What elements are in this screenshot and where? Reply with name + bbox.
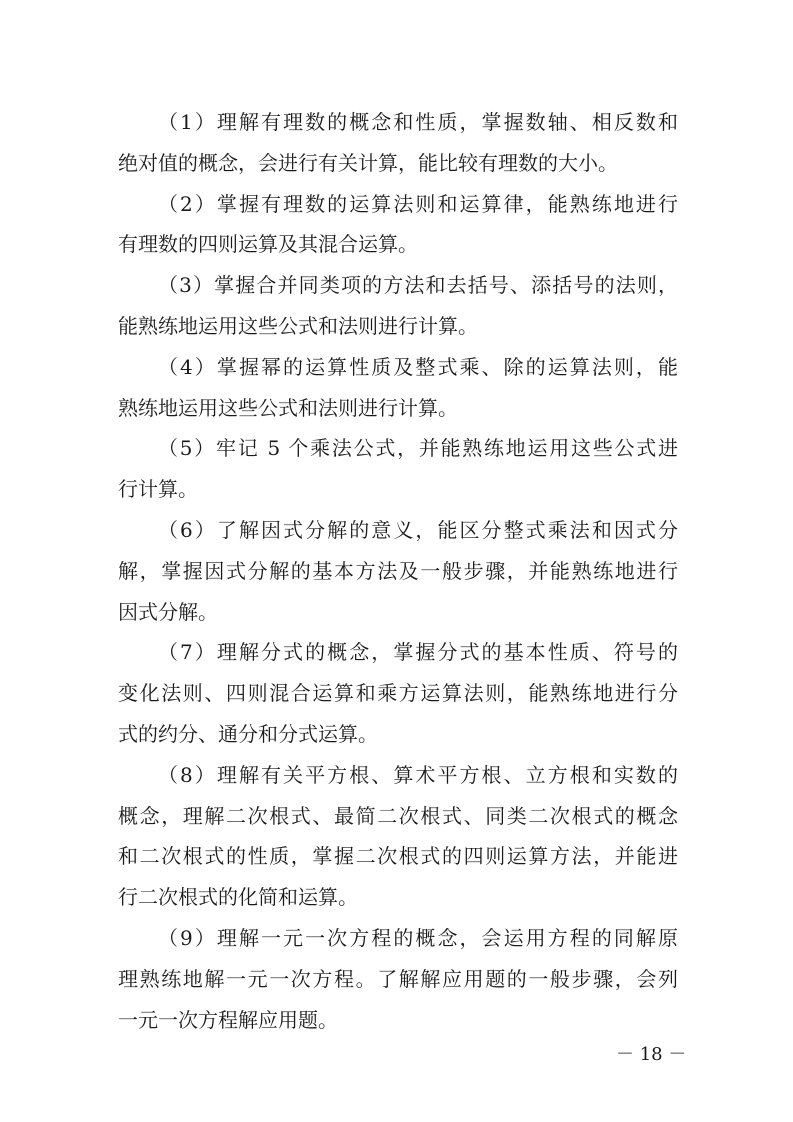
paragraph-line: 式的约分、通分和分式运算。 bbox=[118, 721, 378, 746]
paragraph bbox=[118, 755, 678, 918]
paragraph-line: 理熟练地解一元一次方程。了解解应用题的一般步骤，会列 bbox=[118, 966, 678, 991]
paragraph-line: （4）掌握幂的运算性质及整式乘、除的运算法则，能 bbox=[158, 354, 678, 379]
paragraph-line: 因式分解。 bbox=[118, 599, 218, 624]
paragraph-line: 概念，理解二次根式、最简二次根式、同类二次根式的概念 bbox=[118, 803, 678, 828]
paragraph bbox=[118, 510, 678, 632]
paragraph bbox=[118, 265, 678, 347]
paragraph-line: 能熟练地运用这些公式和法则进行计算。 bbox=[118, 313, 478, 338]
paragraph-line: 和二次根式的性质，掌握二次根式的四则运算方法，并能进 bbox=[118, 844, 678, 869]
paragraph bbox=[118, 184, 678, 266]
paragraph-line: 一元一次方程解应用题。 bbox=[118, 1007, 338, 1032]
body-text bbox=[118, 102, 678, 1040]
paragraph-line: （2）掌握有理数的运算法则和运算律，能熟练地进行 bbox=[158, 191, 678, 216]
paragraph-line: 行计算。 bbox=[118, 477, 198, 502]
page-number: － 18 － bbox=[616, 1044, 687, 1065]
paragraph-line: 变化法则、四则混合运算和乘方运算法则，能熟练地进行分 bbox=[118, 681, 678, 706]
paragraph-line: （8）理解有关平方根、算术平方根、立方根和实数的 bbox=[158, 762, 678, 787]
paragraph-line: （3）掌握合并同类项的方法和去括号、添括号的法则， bbox=[158, 273, 678, 298]
paragraph-line: 绝对值的概念，会进行有关计算，能比较有理数的大小。 bbox=[118, 150, 618, 175]
paragraph-line: （9）理解一元一次方程的概念，会运用方程的同解原 bbox=[158, 925, 678, 950]
paragraph-line: 解，掌握因式分解的基本方法及一般步骤，并能熟练地进行 bbox=[118, 558, 678, 583]
paragraph bbox=[118, 918, 678, 1040]
paragraph-line: （6）了解因式分解的意义，能区分整式乘法和因式分 bbox=[158, 517, 678, 542]
paragraph bbox=[118, 632, 678, 754]
paragraph bbox=[118, 428, 678, 510]
paragraph-line: 有理数的四则运算及其混合运算。 bbox=[118, 232, 418, 257]
paragraph-line: 行二次根式的化简和运算。 bbox=[118, 885, 358, 910]
paragraph bbox=[118, 347, 678, 429]
paragraph-line: （7）理解分式的概念，掌握分式的基本性质、符号的 bbox=[158, 640, 678, 665]
paragraph bbox=[118, 102, 678, 184]
paragraph-line: （1）理解有理数的概念和性质，掌握数轴、相反数和 bbox=[158, 110, 678, 134]
paragraph-line: （5）牢记 5 个乘法公式，并能熟练地运用这些公式进 bbox=[158, 436, 678, 461]
paragraph-line: 熟练地运用这些公式和法则进行计算。 bbox=[118, 395, 458, 420]
